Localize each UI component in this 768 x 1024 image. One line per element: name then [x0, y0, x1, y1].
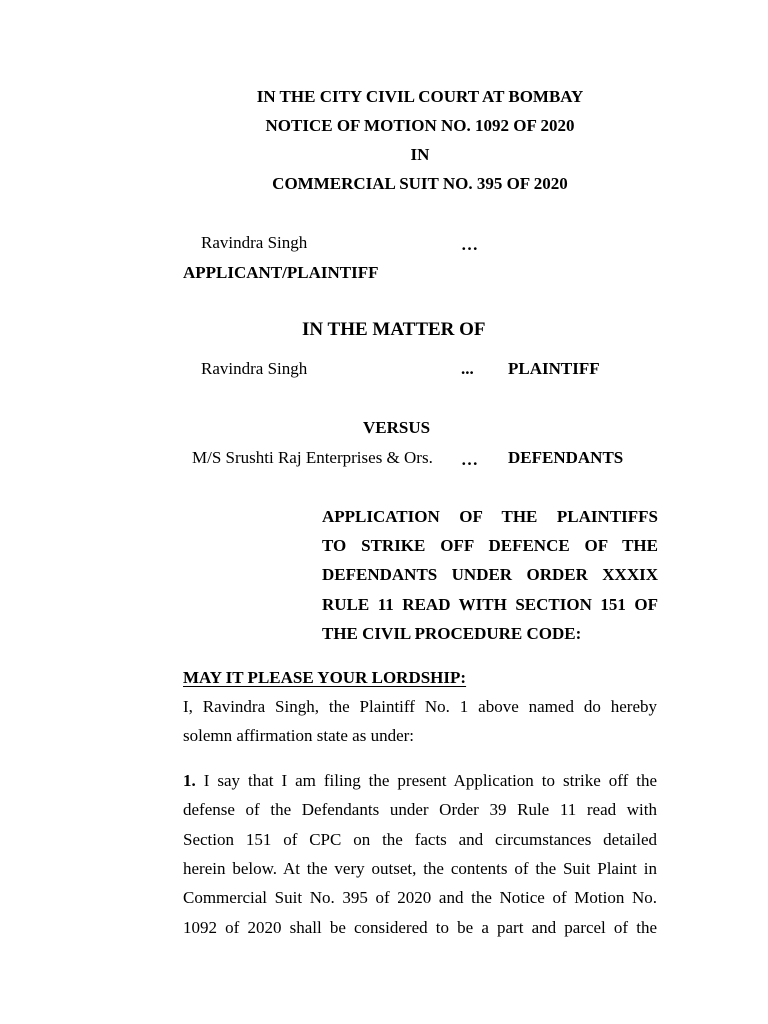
application-title-line: THE CIVIL PROCEDURE CODE:	[322, 624, 582, 643]
paragraph-line: 1092 of 2020 shall be considered to be a part and parcel of the	[183, 918, 657, 937]
applicant-name: Ravindra Singh	[201, 233, 308, 252]
versus-label: VERSUS	[363, 418, 431, 437]
paragraph-line: defense of the Defendants under Order 39 Rule 11 read with	[183, 800, 657, 819]
motion-number: NOTICE OF MOTION NO. 1092 OF 2020	[265, 116, 575, 135]
defendant-dots: …	[461, 450, 478, 469]
plaintiff-dots: ...	[461, 359, 474, 378]
heading-in: IN	[410, 145, 430, 164]
paragraph-line	[183, 770, 657, 792]
intro-line: solemn affirmation state as under:	[183, 726, 415, 745]
matter-title: IN THE MATTER OF	[302, 319, 486, 340]
applicant-dots: …	[461, 235, 478, 254]
paragraph-line: Section 151 of CPC on the facts and circumstances detailed	[183, 830, 657, 849]
applicant-role: APPLICANT/PLAINTIFF	[183, 263, 379, 282]
intro-line: I, Ravindra Singh, the Plaintiff No. 1 above named do hereby	[183, 697, 657, 716]
application-title-line: DEFENDANTS UNDER ORDER XXXIX	[322, 565, 658, 584]
application-title-line: APPLICATION OF THE PLAINTIFFS	[322, 507, 658, 526]
application-title-line: TO STRIKE OFF DEFENCE OF THE	[322, 536, 658, 555]
paragraph-first-line-text: I say that I am filing the present Application to strike off the	[195, 771, 657, 790]
application-title-line: RULE 11 READ WITH SECTION 151 OF	[322, 595, 658, 614]
paragraph-line: Commercial Suit No. 395 of 2020 and the Notice of Motion No.	[183, 888, 657, 907]
defendant-name: M/S Srushti Raj Enterprises & Ors.	[192, 448, 433, 467]
defendant-role: DEFENDANTS	[508, 448, 624, 467]
plaintiff-name: Ravindra Singh	[201, 359, 308, 378]
address-to-court: MAY IT PLEASE YOUR LORDSHIP:	[183, 668, 467, 687]
suit-number: COMMERCIAL SUIT NO. 395 OF 2020	[272, 174, 568, 193]
paragraph-line: herein below. At the very outset, the contents of the Suit Plaint in	[183, 859, 657, 878]
plaintiff-role: PLAINTIFF	[508, 359, 600, 378]
court-name: IN THE CITY CIVIL COURT AT BOMBAY	[256, 87, 584, 106]
paragraph-number: 1.	[183, 771, 196, 790]
